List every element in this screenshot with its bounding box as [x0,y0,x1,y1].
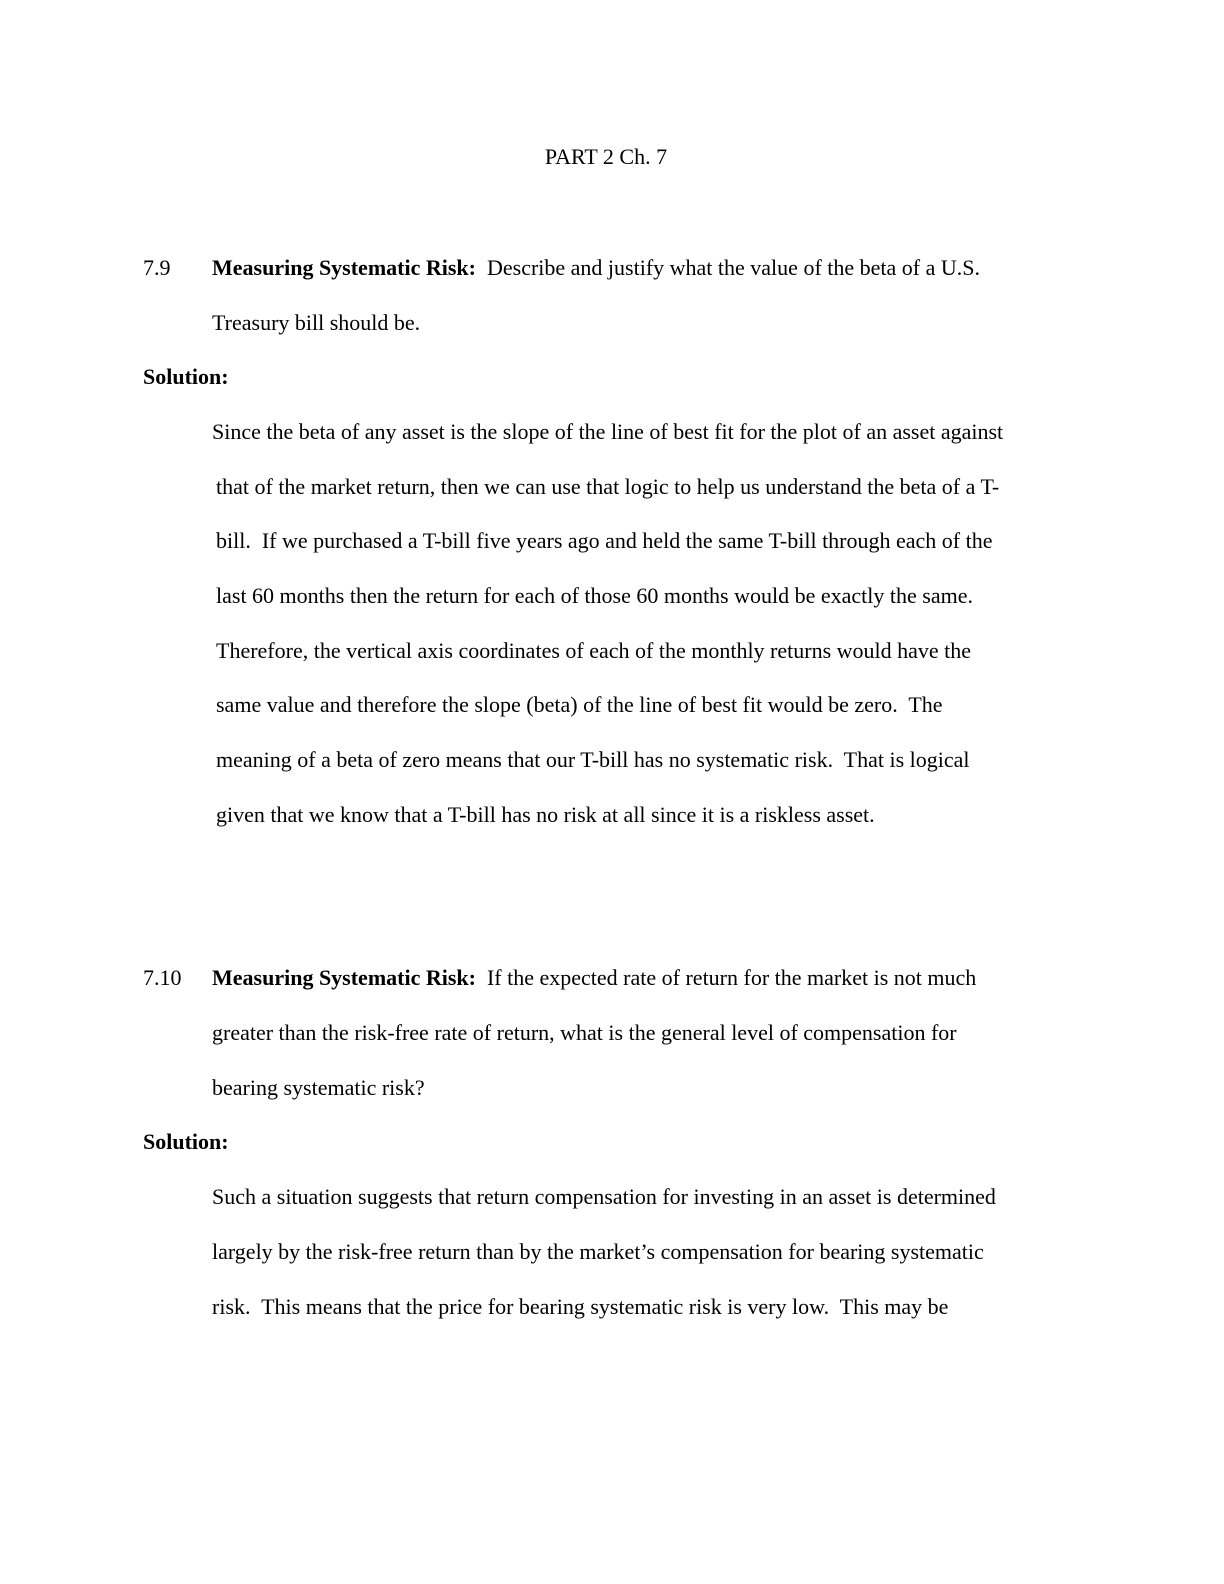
solution-line: Since the beta of any asset is the slope of the line of best fit for the plot of an asset against [212,419,1004,444]
question-line [212,257,980,279]
problem-topic: Measuring Systematic Risk: [212,965,476,990]
question-text: If the expected rate of return for the market is not much [486,965,977,990]
solution-line: risk. This means that the price for bearing systematic risk is very low. This may be [212,1294,949,1319]
question-line: Treasury bill should be. [212,310,421,335]
question-line: greater than the risk-free rate of return, what is the general level of compensation for [212,1020,957,1045]
solution-line: Such a situation suggests that return compensation for investing in an asset is determined [212,1184,996,1209]
question-text: Describe and justify what the value of the beta of a U.S. [486,255,980,280]
solution-line: that of the market return, then we can use that logic to help us understand the beta of a T- [216,474,1000,499]
solution-line: Therefore, the vertical axis coordinates of each of the monthly returns would have the [216,638,972,663]
solution-line: last 60 months then the return for each of those 60 months would be exactly the same. [216,583,973,608]
solution-line: largely by the risk-free return than by the market’s compensation for bearing systematic [212,1239,984,1264]
question-line: bearing systematic risk? [212,1075,425,1100]
solution-line: bill. If we purchased a T-bill five years ago and held the same T-bill through each of the [216,528,993,553]
problem-number: 7.9 [143,255,171,280]
solution-label: Solution: [143,364,229,389]
solution-line: same value and therefore the slope (beta) of the line of best fit would be zero. The [216,692,943,717]
question-line [212,967,976,989]
solution-label: Solution: [143,1129,229,1154]
solution-line: given that we know that a T-bill has no risk at all since it is a riskless asset. [216,802,875,827]
page-header: PART 2 Ch. 7 [544,144,668,169]
solution-line: meaning of a beta of zero means that our T-bill has no systematic risk. That is logical [216,747,970,772]
problem-number: 7.10 [143,965,182,990]
problem-topic: Measuring Systematic Risk: [212,255,476,280]
